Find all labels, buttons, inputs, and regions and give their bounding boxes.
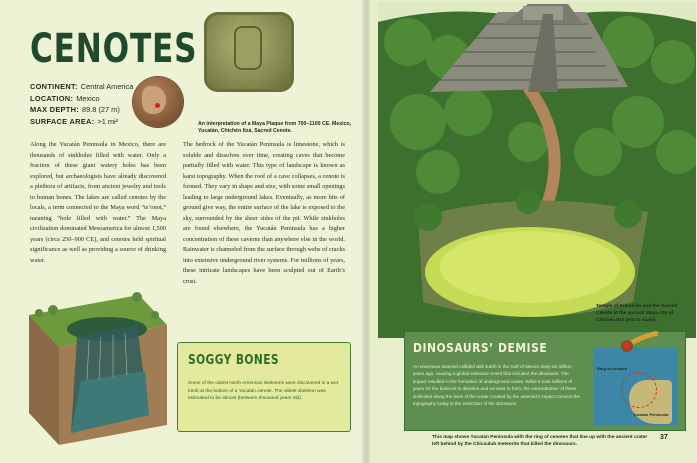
page-gutter (362, 0, 370, 463)
plaque-figure (234, 26, 262, 70)
fact-continent: CONTINENT: Central America (30, 82, 134, 91)
soggy-bones-sidebar (177, 342, 351, 432)
cenote-cross-section-illustration (19, 285, 169, 450)
fact-surface-area: SURFACE AREA: >1 mi² (30, 116, 119, 126)
soggy-bones-text: Some of the oldest North American skeletons were discovered in a wet tomb at the bottom of a Yucatán cenote. The oldest skeleton was estimated to be almost (between thousand years old). (188, 381, 339, 402)
demise-heading: DINOSAURS’ DEMISE (413, 340, 548, 355)
temple-caption: Temple of Kukulcán and the Sacred Cenote at the ancient Maya city of Chichén Itzá (not to scale). (596, 304, 677, 323)
soggy-bones-heading: SOGGY BONES (188, 353, 280, 368)
fact-location: LOCATION: Mexico (30, 93, 100, 103)
page-number: 37 (660, 434, 668, 441)
globe-landmass (142, 86, 166, 114)
maya-plaque-illustration (204, 12, 294, 92)
fact-max-depth: MAX DEPTH: 89.8 (27 m) (30, 105, 120, 115)
globe-locator-icon (133, 77, 183, 127)
location-marker (155, 103, 160, 108)
meteor-icon (618, 331, 658, 353)
body-text-column-1: Along the Yucatán Peninsula in Mexico, there are thousands of sinkholes filled with water. Only a fraction of these giant watery holes has been explored, but archaeologists have already discovered a plethora of artifacts, from ancient jewelry and tools to human bones. The lakes are called cenotes by the locals, a term connected to the Maya word “ts’onot,” meaning “hole filled with water.” The Maya civilization dominated Mesoamerica for almost 1,500 years (circa 250–900 CE), and cenotes held spiritual significance as well as providing a source of drinking water. (30, 141, 166, 264)
demise-text: An enormous asteroid collided with Earth in the Gulf of Mexico sixty-six million years ago, causing a global extinction event that included the dinosaurs. The impact resulted in the formation of underground caves. While it took millions of years for the bedrock to dissolve and cenotes to form, the concentration of these sinkholes along the lines of the crater created by the asteroid’s impact connect the topography today to the extinction of the dinosaurs. (413, 364, 580, 407)
map-caption: This map shows Yucatán Peninsula with the ring of cenotes that line up with the ancient crater left behind by the Chicxulub meteorite that killed the dinosaurs. (432, 435, 648, 447)
plaque-caption: An interpretation of a Maya Plaque from 700–1100 CE. Mexico, Yucatán, Chichén Itzá, Sacred Cenote. (198, 121, 352, 134)
yucatan-peninsula-label: Yucatán Peninsula (633, 412, 669, 417)
body-text-column-2: The bedrock of the Yucatán Peninsula is limestone, which is soluble and dissolves over time, creating caves that become partially filled with water. This type of landscape is known as karst topography. When the roof of a cave collapses, a cenote is formed. They vary in shape and size, with some small openings leading to large underground lakes. Eventually, as more bits of ground give way, the entire surface of the lake is exposed to the sky, surrounded by the sheer sides of the pit. While sinkholes are found elsewhere, the Yucatán Peninsula has a higher concentration of these caverns than anywhere else in the world. Rainwater is channeled from the surface through webs of cracks into extensive underground river systems. For millions of years, these intricate landscapes have been sculpted out of Earth’s crust. (183, 141, 345, 285)
crater-ring (621, 372, 657, 408)
page-title: CENOTES (30, 26, 198, 72)
ring-of-cenotes-label: Ring of cenotes (597, 366, 628, 371)
chichen-itza-cenote-illustration (378, 2, 696, 338)
yucatan-map (593, 348, 678, 426)
fact-list (30, 81, 133, 127)
